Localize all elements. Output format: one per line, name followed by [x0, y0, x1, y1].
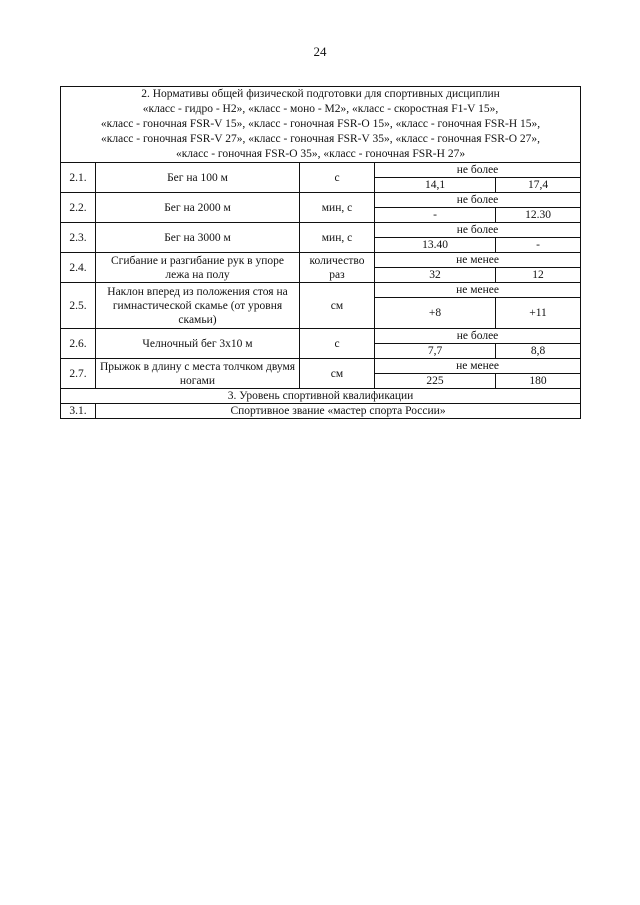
table-row [61, 193, 581, 208]
condition: не менее [375, 283, 581, 298]
table-row [61, 253, 581, 268]
value-2: 17,4 [496, 178, 581, 193]
value-2: 12.30 [496, 208, 581, 223]
value-1: 7,7 [375, 344, 496, 359]
value-2: - [496, 238, 581, 253]
norms-table [60, 86, 581, 419]
condition: не более [375, 329, 581, 344]
condition: не более [375, 163, 581, 178]
table-row [61, 404, 581, 419]
row-number: 2.6. [61, 329, 96, 359]
exercise-name: Бег на 2000 м [96, 193, 300, 223]
section-2-header-row [61, 87, 581, 163]
exercise-name: Бег на 100 м [96, 163, 300, 193]
row-number: 2.3. [61, 223, 96, 253]
row-number: 2.7. [61, 359, 96, 389]
exercise-name: Челночный бег 3х10 м [96, 329, 300, 359]
value-1: - [375, 208, 496, 223]
unit: мин, с [300, 223, 375, 253]
section-3-title: 3. Уровень спортивной квалификации [61, 389, 581, 404]
exercise-name: Прыжок в длину с места толчком двумя ногами [96, 359, 300, 389]
row-number: 3.1. [61, 404, 96, 419]
table-row [61, 329, 581, 344]
condition: не более [375, 193, 581, 208]
value-2: 12 [496, 268, 581, 283]
exercise-name: Бег на 3000 м [96, 223, 300, 253]
page-number: 24 [313, 44, 327, 59]
section-2-header [61, 87, 581, 163]
exercise-name: Наклон вперед из положения стоя на гимнастической скамье (от уровня скамьи) [96, 283, 300, 329]
table-row [61, 163, 581, 178]
value-1: 14,1 [375, 178, 496, 193]
table-row [61, 359, 581, 374]
value-2: 180 [496, 374, 581, 389]
unit: мин, с [300, 193, 375, 223]
section-2-title-line: «класс - гоночная FSR-O 35», «класс - гоночная FSR-H 27» [175, 148, 466, 160]
unit: с [300, 163, 375, 193]
unit: см [300, 359, 375, 389]
condition: не менее [375, 359, 581, 374]
section-3-header-row [61, 389, 581, 404]
row-number: 2.1. [61, 163, 96, 193]
condition: не более [375, 223, 581, 238]
condition: не менее [375, 253, 581, 268]
section-2-title-line: «класс - гоночная FSR-V 15», «класс - гоночная FSR-O 15», «класс - гоночная FSR-H 15», [100, 118, 541, 130]
row-number: 2.4. [61, 253, 96, 283]
unit: количество раз [300, 253, 375, 283]
section-2-title-line: «класс - гидро - Н2», «класс - моно - М2», «класс - скоростная F1-V 15», [142, 103, 499, 115]
value-1: 32 [375, 268, 496, 283]
value-2: 8,8 [496, 344, 581, 359]
row-number: 2.2. [61, 193, 96, 223]
exercise-name: Сгибание и разгибание рук в упоре лежа на полу [96, 253, 300, 283]
value-1: 13.40 [375, 238, 496, 253]
row-number: 2.5. [61, 283, 96, 329]
table-row [61, 223, 581, 238]
value-1: +8 [375, 298, 496, 329]
section-2-title-line: «класс - гоночная FSR-V 27», «класс - гоночная FSR-V 35», «класс - гоночная FSR-O 27», [101, 133, 541, 145]
value-1: 225 [375, 374, 496, 389]
value-2: +11 [496, 298, 581, 329]
unit: см [300, 283, 375, 329]
table-row [61, 283, 581, 298]
qualification-text: Спортивное звание «мастер спорта России» [96, 404, 581, 419]
section-2-title-line: 2. Нормативы общей физической подготовки для спортивных дисциплин [141, 88, 500, 100]
unit: с [300, 329, 375, 359]
